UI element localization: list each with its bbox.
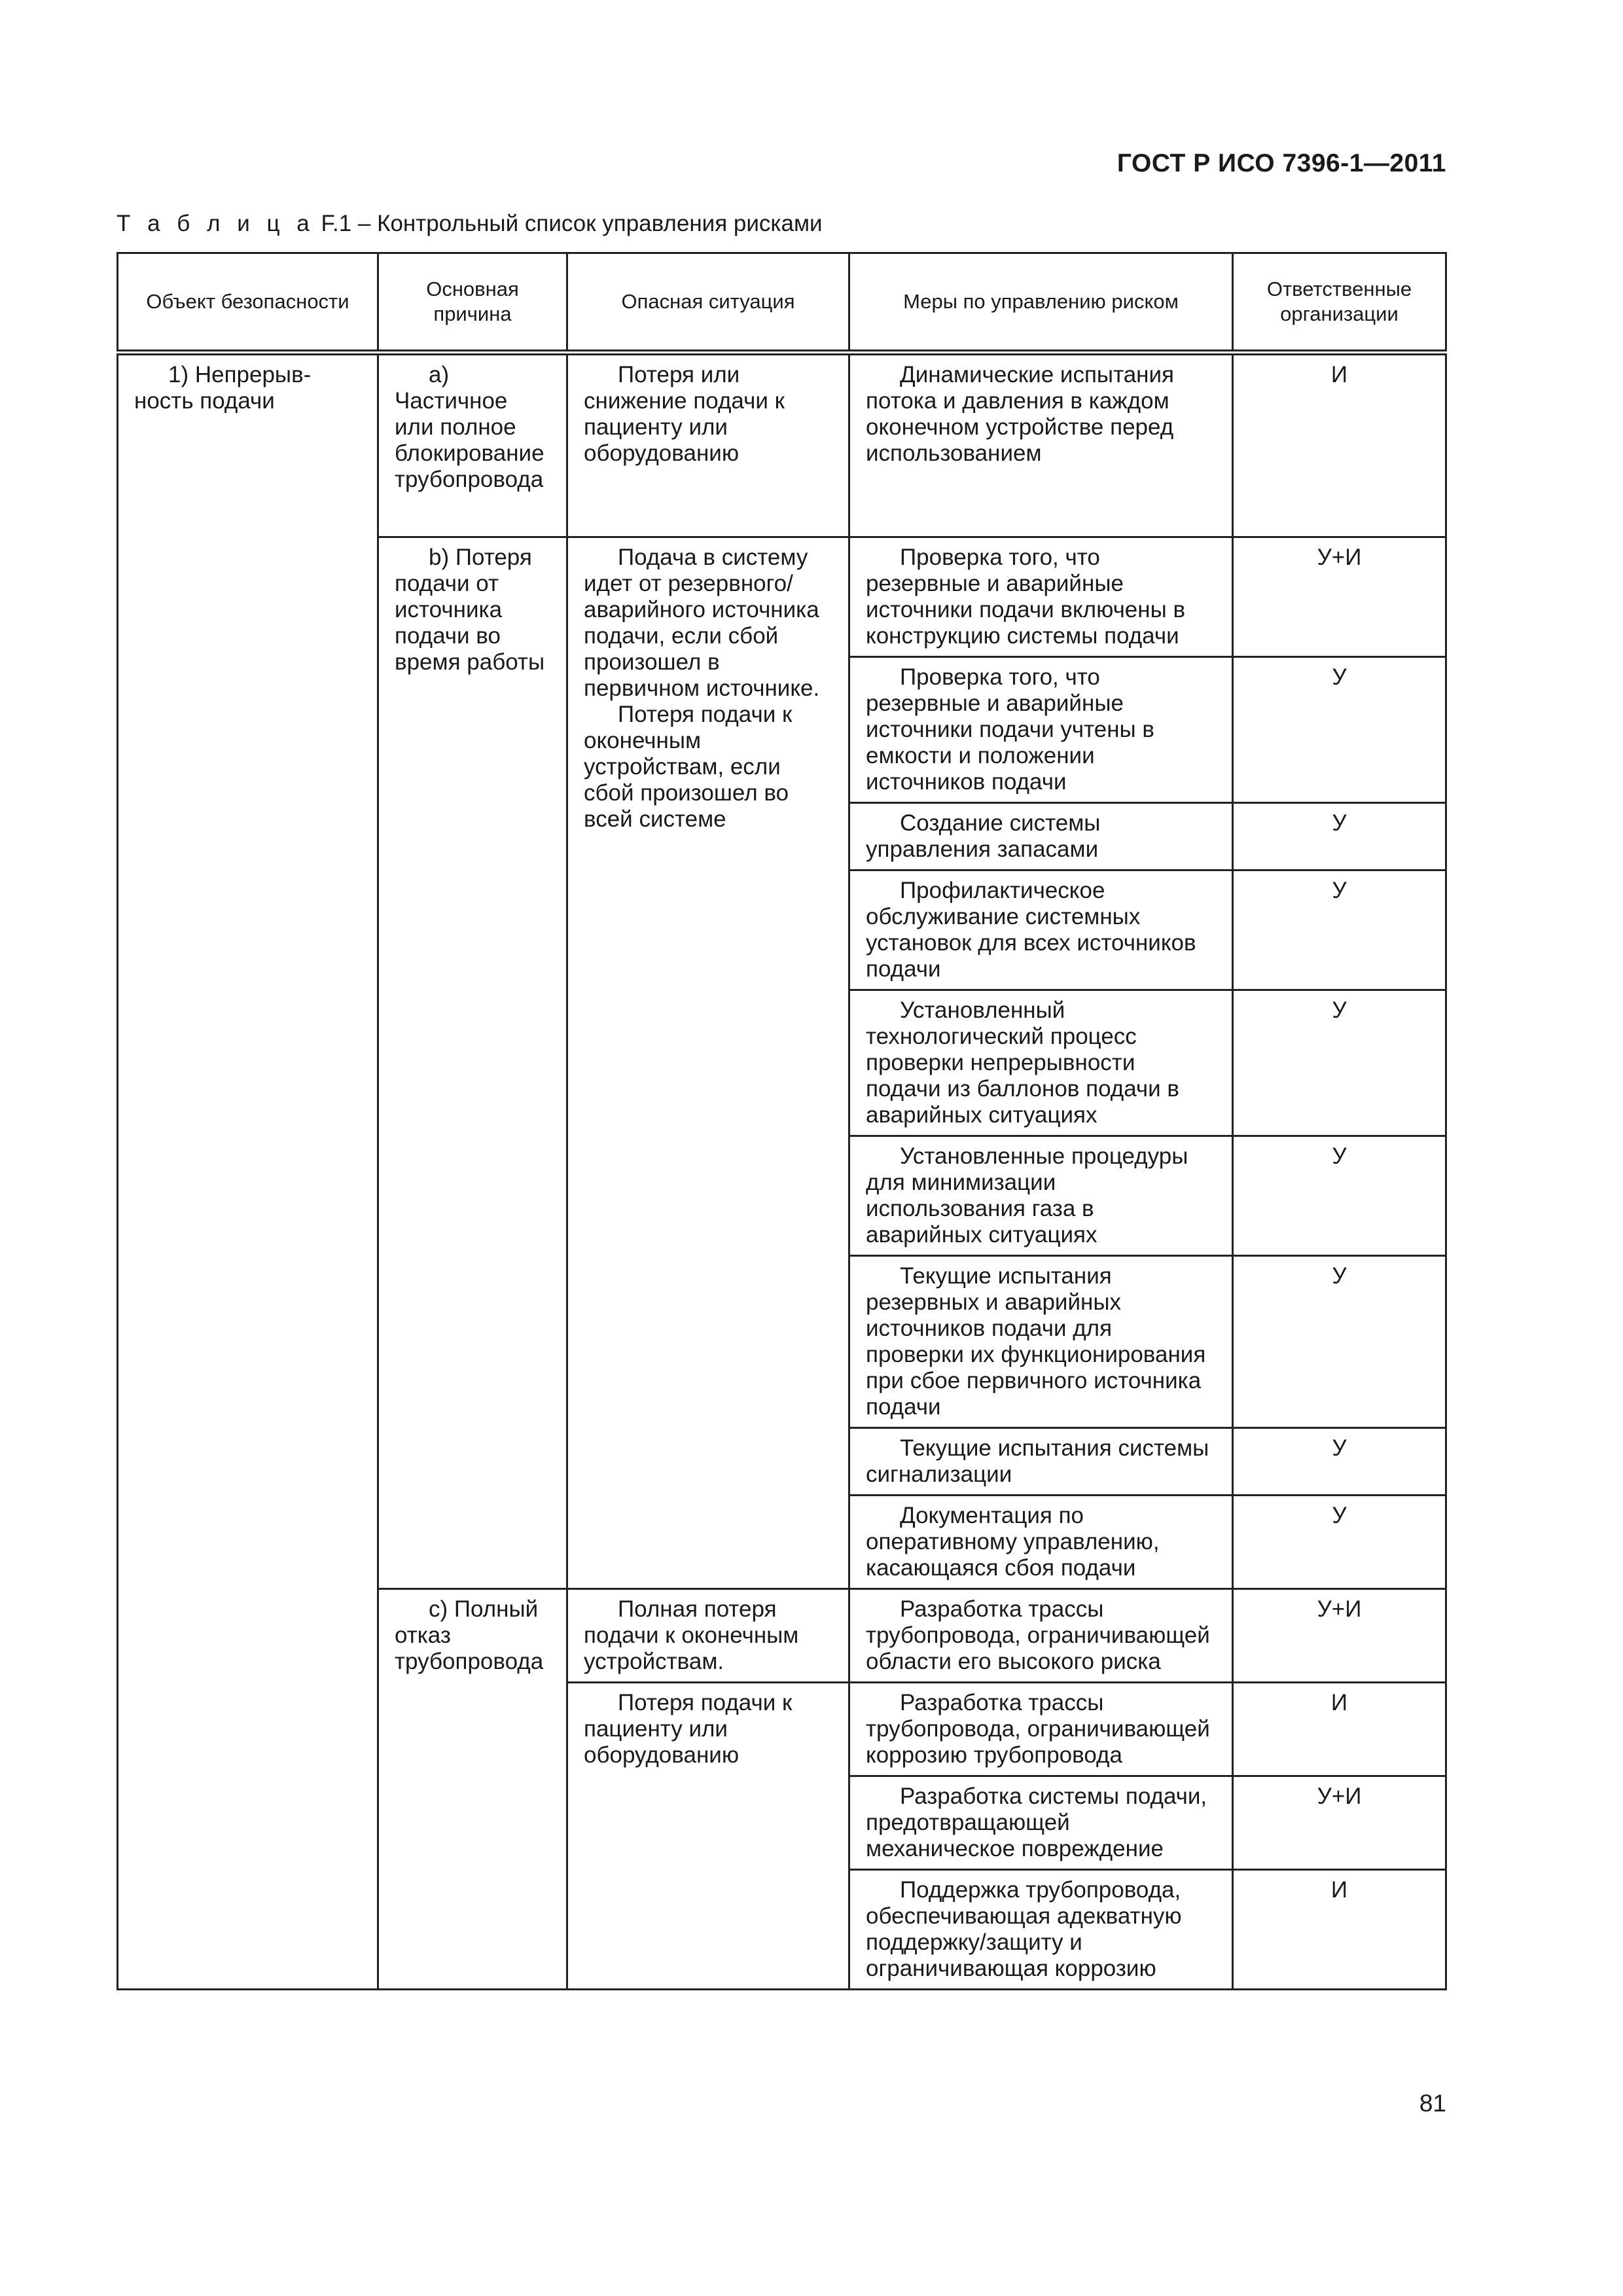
organization-cell: У (1233, 1136, 1446, 1256)
safety-object-cell: 1) Непрерыв-ность подачи (118, 353, 378, 1990)
measure-cell: Разработка трассы трубопровода, ограничивающей области его высокого риска (849, 1589, 1233, 1683)
organization-cell: У (1233, 1256, 1446, 1428)
header-organizations: Ответственные организации (1233, 253, 1446, 353)
cause-c-cell: с) Полный отказ трубопровода (378, 1589, 567, 1990)
measure-cell: Создание системы управления запасами (849, 803, 1233, 870)
measure-cell: Текущие испытания резервных и аварийных источников подачи для проверки их функционирования при сбое первичного источника подачи (849, 1256, 1233, 1428)
organization-cell: У (1233, 870, 1446, 990)
organization-cell: У+И (1233, 1776, 1446, 1870)
organization-cell: И (1233, 1683, 1446, 1776)
organization-cell: И (1233, 353, 1446, 537)
document-header: ГОСТ Р ИСО 7396-1—2011 (1116, 149, 1446, 177)
organization-cell: У+И (1233, 537, 1446, 657)
measure-cell: Проверка того, что резервные и аварийные источники подачи учтены в емкости и положении источников подачи (849, 657, 1233, 803)
measure-cell: Документация по оперативному управлению, касающаяся сбоя подачи (849, 1496, 1233, 1589)
organization-cell: У (1233, 1496, 1446, 1589)
measure-cell: Установленный технологический процесс проверки непрерывности подачи из баллонов подачи в аварийных ситуациях (849, 990, 1233, 1136)
measure-cell: Проверка того, что резервные и аварийные источники подачи включены в конструкцию системы подачи (849, 537, 1233, 657)
table-caption (116, 211, 823, 237)
measure-cell: Разработка системы подачи, предотвращающей механическое повреждение (849, 1776, 1233, 1870)
cause-b-cell: b) Потеря подачи от источника подачи во время работы (378, 537, 567, 1589)
measure-cell: Поддержка трубопровода, обеспечивающая адекватную поддержку/защиту и ограничивающая коррозию (849, 1870, 1233, 1990)
situation-c1-cell: Полная потеря подачи к оконечным устройствам. (567, 1589, 849, 1683)
situation-a-cell: Потеря или снижение подачи к пациенту или оборудованию (567, 353, 849, 537)
organization-cell: У+И (1233, 1589, 1446, 1683)
header-measures: Меры по управлению риском (849, 253, 1233, 353)
cause-a-cell: а) Частичное или полное блокирование трубопровода (378, 353, 567, 537)
measure-cell: Динамические испытания потока и давления в каждом оконечном устройстве перед использованием (849, 353, 1233, 537)
header-situation: Опасная ситуация (567, 253, 849, 353)
page-number: 81 (1419, 2090, 1446, 2117)
situation-b2-text: Потеря подачи к оконечным устройствам, если сбой произошел во всей системе (584, 702, 793, 832)
measure-cell: Разработка трассы трубопровода, ограничивающей коррозию трубопровода (849, 1683, 1233, 1776)
table-row (118, 353, 1446, 537)
organization-cell: У (1233, 803, 1446, 870)
situation-b1-text: Подача в систему идет от резервного/аварийного источника подачи, если сбой произошел в первичном источнике. (584, 545, 820, 701)
header-object: Объект безопасности (118, 253, 378, 353)
organization-cell: У (1233, 1428, 1446, 1496)
risk-management-table (116, 252, 1447, 1990)
table-header-row (118, 253, 1446, 353)
measure-cell: Установленные процедуры для минимизации использования газа в аварийных ситуациях (849, 1136, 1233, 1256)
organization-cell: И (1233, 1870, 1446, 1990)
organization-cell: У (1233, 657, 1446, 803)
situation-b-cell (567, 537, 849, 1589)
header-cause: Основная причина (378, 253, 567, 353)
table-caption-prefix: Т а б л и ц а (116, 211, 315, 236)
measure-cell: Текущие испытания системы сигнализации (849, 1428, 1233, 1496)
table-caption-text: F.1 – Контрольный список управления рисками (321, 211, 823, 236)
measure-cell: Профилактическое обслуживание системных установок для всех источников подачи (849, 870, 1233, 990)
situation-c2-cell: Потеря подачи к пациенту или оборудованию (567, 1683, 849, 1990)
organization-cell: У (1233, 990, 1446, 1136)
